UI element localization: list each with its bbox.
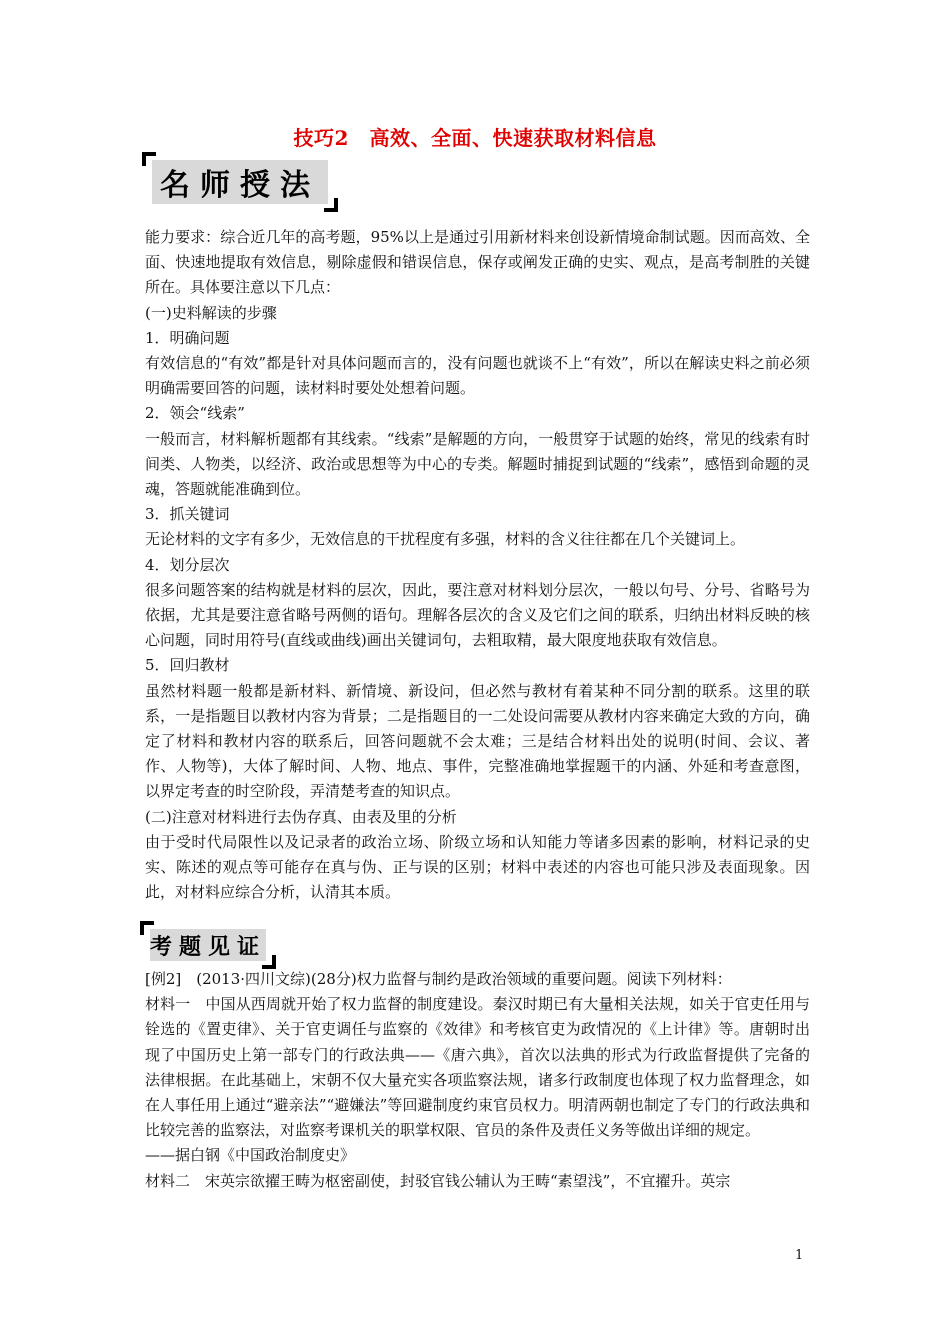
body-text-block-1 [145, 225, 810, 905]
paragraph: 5．回归教材 [145, 656, 230, 675]
paragraph: 能力要求：综合近几年的高考题，95%以上是通过引用新材料来创设新情境命制试题。因而高效、全面、快速地提取有效信息，剔除虚假和错误信息，保存或阐发正确的史实、观点，是高考制胜的关键所在。具体要注意以下几点： [145, 228, 810, 297]
paragraph: 由于受时代局限性以及记录者的政治立场、阶级立场和认知能力等诸多因素的影响，材料记录的史实、陈述的观点等可能存在真与伪、正与误的区别；材料中表述的内容也可能只涉及表面现象。因此，对材料应综合分析，认清其本质。 [145, 832, 810, 902]
paragraph: ——据白钢《中国政治制度史》 [145, 1146, 356, 1165]
paragraph: 3．抓关键词 [145, 505, 230, 524]
section-heading-label: 名师授法 [160, 168, 320, 203]
section-heading-label: 考题见证 [150, 934, 267, 960]
paragraph: (一)史料解读的步骤 [145, 303, 277, 322]
body-text-block-2 [145, 967, 810, 1194]
page-title: 技巧2 高效、全面、快速获取材料信息 [293, 126, 657, 150]
paragraph: 材料二 宋英宗欲擢王畴为枢密副使，封驳官钱公辅认为王畴“素望浅”，不宜擢升。英宗 [145, 1171, 731, 1190]
paragraph: 很多问题答案的结构就是材料的层次，因此，要注意对材料划分层次，一般以句号、分号、省略号为依据，尤其是要注意省略号两侧的语句。理解各层次的含义及它们之间的联系，归纳出材料反映的核心问题，同时用符号(直线或曲线)画出关键词句，去粗取精，最大限度地获取有效信息。 [145, 580, 810, 650]
paragraph: 无论材料的文字有多少，无效信息的干扰程度有多强，材料的含义往往都在几个关键词上。 [145, 530, 746, 549]
page-number: 1 [795, 1248, 804, 1263]
paragraph: 2．领会“线索” [145, 404, 245, 423]
paragraph: (二)注意对材料进行去伪存真、由表及里的分析 [145, 807, 457, 826]
section-heading-teaching-methods [152, 160, 328, 204]
bracket-decoration [324, 198, 338, 212]
paragraph: 4．划分层次 [145, 555, 230, 574]
bracket-decoration [140, 921, 154, 935]
paragraph: 虽然材料题一般都是新材料、新情境、新设问，但必然与教材有着某种不同分割的联系。这里的联系，一是指题目以教材内容为背景；二是指题目的一二处设问需要从教材内容来确定大致的方向，确定了材料和教材内容的联系后，回答问题就不会太难；三是结合材料出处的说明(时间、会议、著作、人物等)，大体了解时间、人物、地点、事件，完整准确地掌握题干的内涵、外延和考查意图，以界定考查的时空阶段，弄清楚考查的知识点。 [145, 681, 810, 801]
bracket-decoration [142, 152, 156, 166]
paragraph: 一般而言，材料解析题都有其线索。“线索”是解题的方向，一般贯穿于试题的始终，常见的线索有时间类、人物类，以经济、政治或思想等为中心的专类。解题时捕捉到试题的“线索”，感悟到命题的灵魂，答题就能准确到位。 [145, 429, 810, 499]
section-heading-exam-examples [150, 929, 266, 961]
paragraph: [例2] (2013·四川文综)(28分)权力监督与制约是政治领域的重要问题。阅读下列材料： [145, 970, 732, 988]
paragraph: 材料一 中国从西周就开始了权力监督的制度建设。秦汉时期已有大量相关法规，如关于官吏任用与铨选的《置吏律》、关于官吏调任与监察的《效律》和考核官吏为政情况的《上计律》等。唐朝时出现了中国历史上第一部专门的行政法典——《唐六典》，首次以法典的形式为行政监督提供了完备的法律根据。在此基础上，宋朝不仅大量充实各项监察法规，诸多行政制度也体现了权力监督理念，如在人事任用上通过“避亲法”“避嫌法”等回避制度约束官员权力。明清两朝也制定了专门的行政法典和比较完善的监察法，对监察考课机关的职掌权限、官员的条件及责任义务等做出详细的规定。 [145, 995, 810, 1140]
paragraph: 有效信息的“有效”都是针对具体问题而言的，没有问题也就谈不上“有效”，所以在解读史料之前必须明确需要回答的问题，读材料时要处处想着问题。 [145, 354, 810, 398]
paragraph: 1．明确问题 [145, 328, 230, 347]
